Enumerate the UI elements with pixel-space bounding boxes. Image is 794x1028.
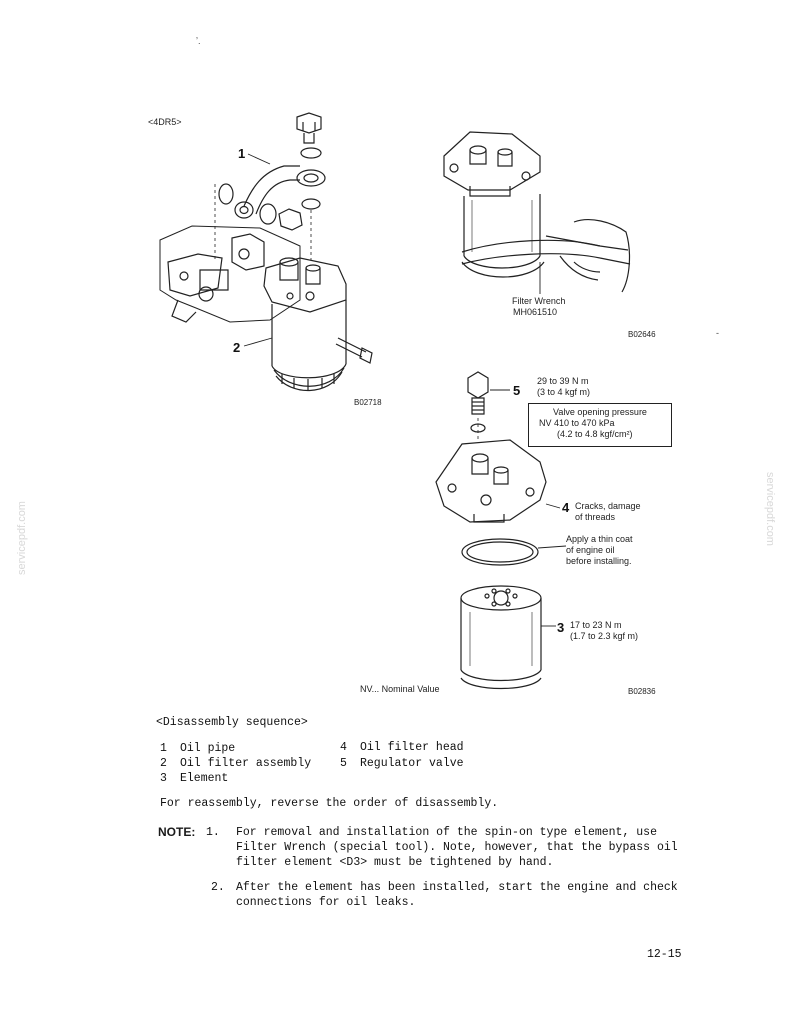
tool-name: Filter Wrench bbox=[512, 296, 566, 306]
valve-box-line-3: (4.2 to 4.8 kgf/cm²) bbox=[557, 429, 633, 439]
scan-mark: ʼ. bbox=[196, 36, 201, 46]
page-number: 12-15 bbox=[647, 948, 682, 961]
callout-2: 2 bbox=[233, 340, 241, 355]
oring-note-line-2: of engine oil bbox=[566, 545, 615, 555]
note-2-line: connections for oil leaks. bbox=[236, 896, 416, 909]
callout-3-torque: 17 to 23 N m bbox=[570, 620, 622, 630]
callout-3: 3 bbox=[557, 620, 565, 635]
note-1-number: 1. bbox=[206, 826, 220, 839]
callout-1: 1 bbox=[238, 146, 246, 161]
sequence-item-num: 4 bbox=[340, 741, 347, 754]
note-2-number: 2. bbox=[211, 881, 225, 894]
sequence-item-label: Element bbox=[180, 772, 229, 785]
model-tag: <4DR5> bbox=[148, 117, 182, 127]
callout-5: 5 bbox=[513, 383, 521, 398]
figure-1-code: B02718 bbox=[354, 398, 382, 407]
sequence-item-num: 2 bbox=[160, 757, 167, 770]
oring-note-line-3: before installing. bbox=[566, 556, 632, 566]
scan-mark: - bbox=[716, 328, 719, 338]
callout-4-line-2: of threads bbox=[575, 512, 616, 522]
valve-pressure-box bbox=[528, 403, 672, 447]
callout-3-torque-alt: (1.7 to 2.3 kgf m) bbox=[570, 631, 639, 641]
callout-5-torque-alt: (3 to 4 kgf m) bbox=[537, 387, 591, 397]
sequence-item-label: Oil filter assembly bbox=[180, 757, 312, 770]
sequence-heading: <Disassembly sequence> bbox=[156, 716, 308, 729]
sequence-item-label: Oil filter head bbox=[360, 741, 464, 754]
figure-2-drawing bbox=[444, 132, 630, 294]
figure-2-code: B02646 bbox=[628, 330, 656, 339]
figure-3-code: B02836 bbox=[628, 687, 656, 696]
callout-5-torque: 29 to 39 N m bbox=[537, 376, 589, 386]
valve-box-line-1: Valve opening pressure bbox=[553, 407, 647, 417]
note-1-line: Filter Wrench (special tool). Note, however, that the bypass oil bbox=[236, 841, 678, 854]
note-label: NOTE: bbox=[158, 825, 196, 839]
valve-box-line-2: NV 410 to 470 kPa bbox=[539, 418, 615, 428]
tool-part-number: MH061510 bbox=[513, 307, 558, 317]
note-1-line: filter element <D3> must be tightened by hand. bbox=[236, 856, 554, 869]
sequence-item-num: 3 bbox=[160, 772, 167, 785]
watermark-right: servicepdf.com bbox=[764, 472, 776, 546]
note-1-line: For removal and installation of the spin-on type element, use bbox=[236, 826, 657, 839]
watermark-left: servicepdf.com bbox=[16, 501, 28, 575]
nominal-value-legend: NV... Nominal Value bbox=[360, 684, 440, 694]
reassembly-instruction: For reassembly, reverse the order of disassembly. bbox=[160, 797, 499, 810]
note-2-line: After the element has been installed, start the engine and check bbox=[236, 881, 678, 894]
sequence-item-label: Regulator valve bbox=[360, 757, 464, 770]
sequence-item-num: 1 bbox=[160, 742, 167, 755]
sequence-item-num: 5 bbox=[340, 757, 347, 770]
callout-4-line-1: Cracks, damage bbox=[575, 501, 641, 511]
callout-4: 4 bbox=[562, 500, 570, 515]
oring-note-line-1: Apply a thin coat bbox=[566, 534, 633, 544]
figure-1-drawing bbox=[160, 113, 372, 391]
sequence-item-label: Oil pipe bbox=[180, 742, 236, 755]
